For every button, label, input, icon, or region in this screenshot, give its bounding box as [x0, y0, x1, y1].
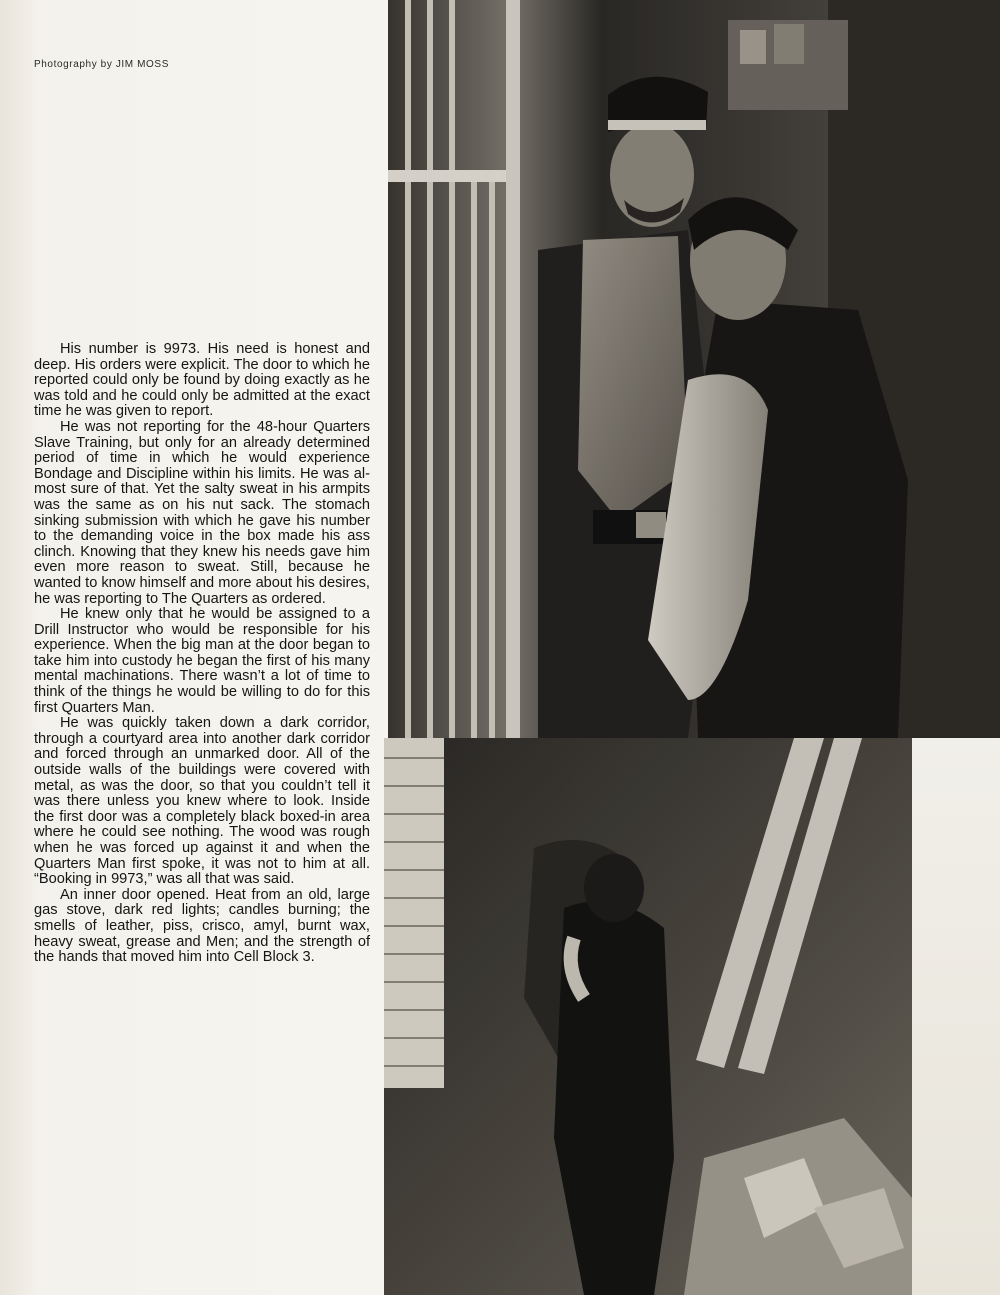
top-photo-image [388, 0, 1000, 738]
article-paragraph: His number is 9973. His need is honest and deep. His orders were explicit. The door to which he reported could only be found by doing exactly as he was told and he could only be admitted at the exact time he was given to report. [34, 341, 370, 420]
top-photograph [388, 0, 1000, 738]
article-paragraph: An inner door opened. Heat from an old, large gas stove, dark red lights; candles burning; the smells of leather, piss, crisco, amyl, burnt wax, heavy sweat, grease and Men; and the strength of the hands that moved him into Cell Block 3. [34, 886, 370, 966]
article-paragraph: He was not reporting for the 48-hour Quarters Slave Training, but only for an already determined period of time in which he would experience Bondage and Discipline within his limits. He was almost sure of that. Yet the salty sweat in his armpits was the same as on his nut sack. The stomach sinking submission with which he gave his number to the demanding voice in the box made his ass clinch. Knowing that they knew his needs gave him even more reason to sweat. Still, because he wanted to know himself and more about his desires, he was reporting to The Quarters as ordered. [34, 418, 370, 607]
bottom-photo-image [384, 738, 912, 1295]
article-paragraph: He knew only that he would be assigned to a Drill Instructor who would be responsible for his experience. When the big man at the door began to take him into custody he began the first of his many mental machinations. There wasn’t a lot of time to think of the things he would be willing to do for this first Quarters Man. [34, 606, 370, 716]
article-body [34, 342, 370, 966]
page-margin [912, 738, 1000, 1295]
article-paragraph: He was quickly taken down a dark corridor, through a courtyard area into another dark corridor and forced through an unmarked door. All of the outside walls of the buildings were covered with metal, as was the door, so that you couldn’t tell it was there unless you knew where to look. Inside the first door was a completely black boxed-in area where he could see nothing. The wood was rough when he was forced up against it and when the Quarters Man first spoke, it was not to him at all. “Booking in 9973,” was all that was said. [34, 715, 370, 888]
bottom-photograph [384, 738, 912, 1295]
photo-credit: Photography by JIM MOSS [34, 59, 169, 70]
